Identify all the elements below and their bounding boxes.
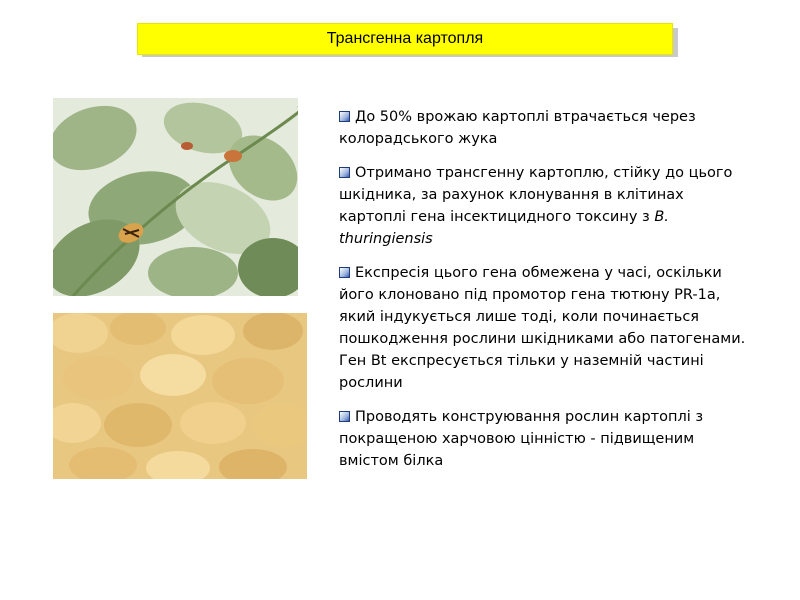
potatoes-photo	[53, 313, 307, 479]
slide-title-text: Трансгенна картопля	[326, 30, 484, 47]
bullet-item	[339, 406, 749, 472]
bullet-species-name: B. thuringiensis	[339, 209, 669, 247]
bullet-item	[339, 162, 749, 250]
bullet-list	[339, 106, 749, 484]
bullet-item	[339, 106, 749, 150]
potato-beetle-photo	[53, 98, 298, 296]
bullet-marker-icon	[339, 267, 350, 278]
bullet-text: Отримано трансгенну картоплю, стійку до цього шкідника, за рахунок клонування в клітинах картоплі гена інсектицидного токсину з	[339, 165, 733, 225]
bullet-text: До 50% врожаю картоплі втрачається через колорадського жука	[339, 109, 696, 147]
bullet-marker-icon	[339, 411, 350, 422]
bullet-text: Проводять конструювання рослин картоплі з покращеною харчовою цінністю - підвищеним вмістом білка	[339, 409, 704, 469]
bullet-item	[339, 262, 749, 394]
bullet-marker-icon	[339, 111, 350, 122]
bullet-marker-icon	[339, 167, 350, 178]
slide-title	[137, 23, 673, 55]
bullet-text: Експресія цього гена обмежена у часі, оскільки його клоновано під промотор гена тютюну PR-1a, який індукується лише тоді, коли починається пошкодження рослини шкідниками або патогенами. Ген Bt експресується тільки у наземній частині рослини	[339, 265, 746, 391]
